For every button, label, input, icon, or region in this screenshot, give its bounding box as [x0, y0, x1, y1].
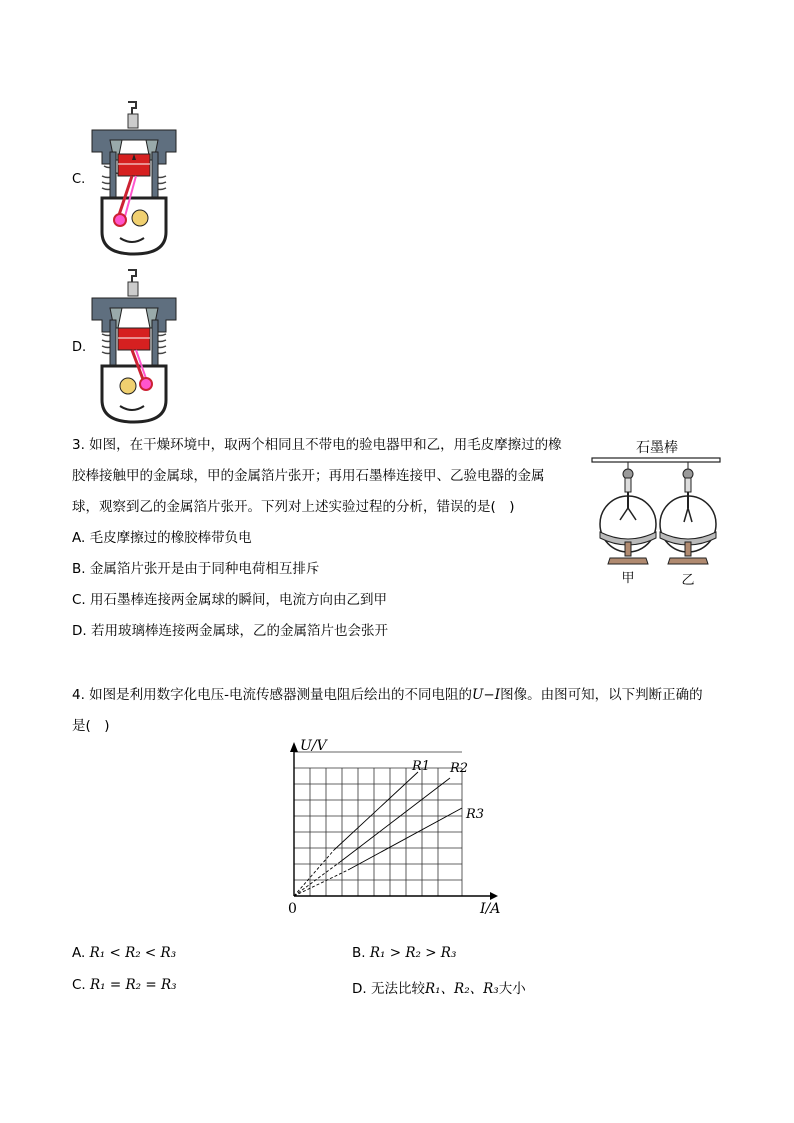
electroscope-right — [660, 462, 716, 564]
q3-stem-line: 3. 如图，在干燥环境中，取两个相同且不带电的验电器甲和乙，用毛皮摩擦过的橡 — [72, 437, 562, 453]
q4-stem-math: U−I — [472, 687, 501, 703]
r1-label: R1 — [412, 759, 431, 774]
q4-stem-suffix: 图像。由图可知，以下判断正确的 — [500, 687, 703, 703]
graphite-rod — [592, 458, 720, 462]
q3-option-b: B. 金属箔片张开是由于同种电荷相互排斥 — [72, 561, 320, 577]
y-axis-label: U/V — [300, 738, 327, 754]
line-r1 — [294, 772, 418, 896]
q3-option-d: D. 若用玻璃棒连接两金属球，乙的金属箔片也会张开 — [72, 623, 388, 639]
q4-stem-prefix: 4. 如图是利用数字化电压-电流传感器测量电阻后绘出的不同电阻的 — [72, 687, 473, 703]
q3-option-a: A. 毛皮摩擦过的橡胶棒带负电 — [72, 530, 252, 546]
q3-option-c: C. 用石墨棒连接两金属球的瞬间，电流方向由乙到甲 — [72, 592, 388, 608]
engine-diagram-c — [88, 100, 180, 256]
q4-option-d: D. 无法比较R₁、R₂、R₃大小 — [352, 981, 526, 997]
graph-grid — [294, 752, 462, 896]
q4-option-b: B. R₁ > R₂ > R₃ — [352, 945, 457, 961]
ui-graph — [278, 738, 508, 918]
question-4-stem — [72, 680, 703, 742]
graphite-rod-label: 石墨棒 — [636, 440, 678, 456]
q3-stem-line: 球，观察到乙的金属箔片张开。下列对上述实验过程的分析，错误的是( ) — [72, 499, 515, 515]
electroscope-left-label: 甲 — [621, 571, 635, 586]
line-r2 — [294, 778, 450, 896]
line-r3 — [294, 808, 462, 896]
q4-option-c: C. R₁ = R₂ = R₃ — [72, 977, 177, 993]
electroscope-right-label: 乙 — [681, 573, 695, 588]
r3-label: R3 — [466, 807, 485, 822]
question-3-stem — [72, 430, 562, 647]
q4-stem-line2: 是( ) — [72, 718, 110, 734]
y-axis-arrow — [290, 742, 298, 752]
option-d-label: D. — [72, 340, 87, 355]
x-axis-arrow — [490, 892, 498, 900]
q4-option-a: A. R₁ < R₂ < R₃ — [72, 945, 177, 961]
electroscope-diagram — [588, 436, 724, 588]
engine-diagram-d — [88, 268, 180, 424]
r2-label: R2 — [450, 761, 469, 776]
origin-label: 0 — [288, 901, 297, 917]
option-c-label: C. — [72, 172, 86, 187]
electroscope-left — [600, 462, 656, 564]
q3-stem-line: 胶棒接触甲的金属球，甲的金属箔片张开；再用石墨棒连接甲、乙验电器的金属 — [72, 468, 545, 484]
x-axis-label: I/A — [480, 901, 501, 917]
